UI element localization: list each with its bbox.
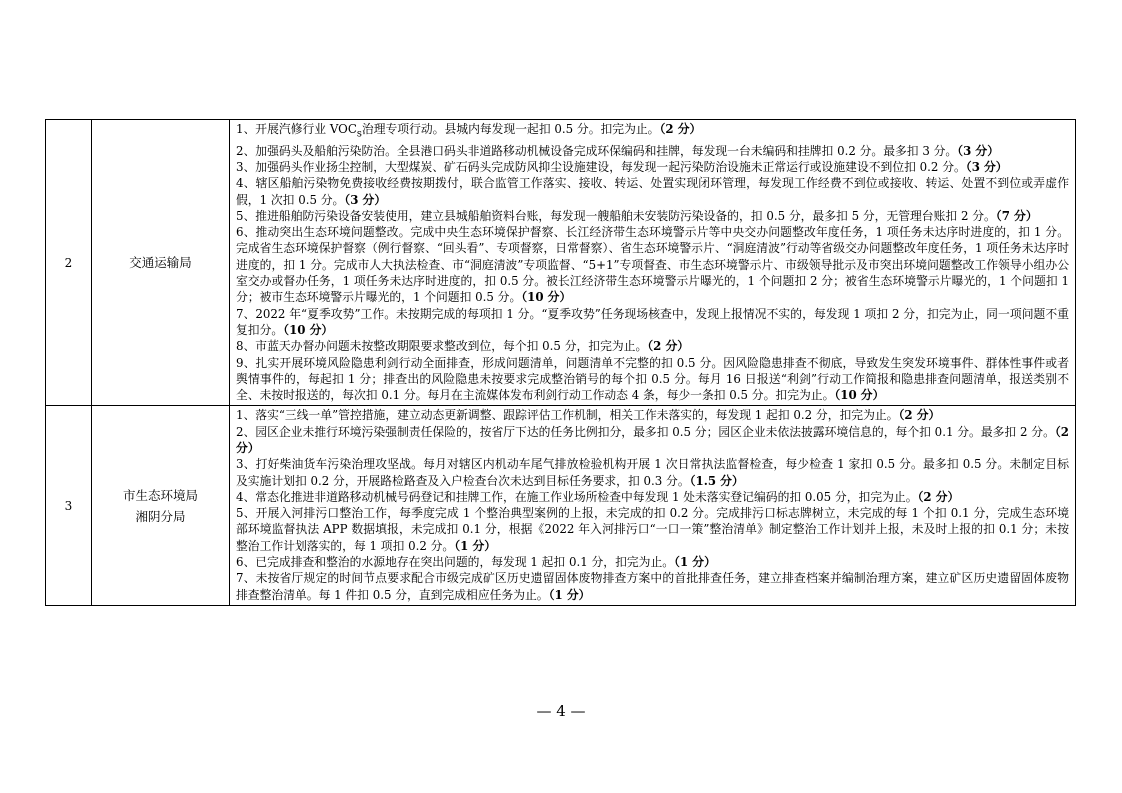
criteria-cell xyxy=(230,120,1076,406)
criteria-text: 7、2022 年“夏季攻势”工作。未按期完成的每项扣 1 分。“夏季攻势”任务现场核查中，发现上报情况不实的，每发现 1 项扣 2 分，扣完为止，同一项问题不重复扣分。 xyxy=(236,306,1069,337)
score-badge: （3 分） xyxy=(344,192,387,207)
criteria-text: 7、未按省厅规定的时间节点要求配合市级完成矿区历史遗留固体废物排查方案中的首批排查任务，建立排查档案并编制治理方案，建立矿区历史遗留固体废物排查整治清单。每 1 件扣 0.5 分，直到完成相应任务为止。 xyxy=(236,571,1069,602)
department-cell xyxy=(92,406,230,606)
criteria-text: 8、市蓝天办督办问题未按整改期限要求整改到位，每个扣 0.5 分，扣完为止。 xyxy=(236,339,648,354)
criteria-item xyxy=(236,338,1069,354)
department-name: 市生态环境局 xyxy=(122,487,198,503)
score-badge: （10 分） xyxy=(521,290,572,305)
criteria-text: 6、推动突出生态环境问题整改。完成中央生态环境保护督察、长江经济带生态环境警示片等中央交办问题整改年度任务，1 项任务未达序时进度的，扣 1 分。完成省生态环境保护督察（例行督察、“回头看”、专项督察，日常督察）、省生态环境警示片、“洞庭清波”行动等省级交办问题整改年度任务，1 项任务未达序时进度的，扣 1 分。完成市人大执法检查、市“洞庭清波”专项监督、“5+1”专项督查、市生态环境警示片、市级领导批示及市突出环境问题整改工作领导小组办公室交办或督办任务，1 项任务未达序时进度的，扣 0.5 分。被长江经济带生态环境警示片曝光的，1 个问题扣 2 分；被省生态环境警示片曝光的，1 个问题扣 1 分；被市生态环境警示片曝光的，1 个问题扣 0.5 分。 xyxy=(236,225,1069,305)
criteria-text: 9、扎实开展环境风险隐患利剑行动全面排查，形成问题清单，问题清单不完整的扣 0.5 分。因风险隐患排查不彻底，导致发生突发环境事件、群体性事件或者舆情事件的，每起扣 1 分；排查出的风险隐患未按要求完成整治销号的每个扣 0.5 分。每月 16 日报送“利剑”行动工作简报和隐患排查问题清单，报送类别不全、未按时报送的，每次扣 0.1 分。每月在主流媒体发布利剑行动工作动态 4 条，每少一条扣 0.5 分。扣完为止。 xyxy=(236,355,1069,403)
criteria-item xyxy=(236,456,1069,489)
criteria-item xyxy=(236,224,1069,305)
table-row xyxy=(46,406,1076,606)
criteria-item xyxy=(236,159,1069,175)
score-badge: （7 分） xyxy=(995,208,1038,223)
department-cell xyxy=(92,120,230,406)
score-badge: （1 分） xyxy=(454,538,497,553)
criteria-item xyxy=(236,208,1069,224)
criteria-item xyxy=(236,121,1069,143)
row-number: 3 xyxy=(46,406,92,606)
criteria-text: 1、开展汽修行业 $VOC_s$治理专项行动。县城内每发现一起扣 0.5 分。扣完为止。 xyxy=(236,122,660,140)
criteria-item xyxy=(236,554,1069,570)
criteria-text: 4、常态化推进非道路移动机械号码登记和挂牌工作，在施工作业场所检查中每发现 1 处未落实登记编码的扣 0.05 分，扣完为止。 xyxy=(236,489,918,504)
score-badge: （10 分） xyxy=(834,388,885,403)
criteria-item xyxy=(236,306,1069,339)
criteria-cell xyxy=(230,406,1076,606)
criteria-text: 2、园区企业未推行环境污染强制责任保险的，按省厅下达的任务比例扣分，最多扣 0.5 分；园区企业未依法披露环境信息的，每个扣 0.1 分。最多扣 2 分。 xyxy=(236,424,1055,439)
assessment-table xyxy=(45,119,1076,606)
criteria-text: 5、推进船舶防污染设备安装使用，建立县城船舶资料台账，每发现一艘船舶未安装防污染设备的，扣 0.5 分，最多扣 5 分，无管理台账扣 2 分。 xyxy=(236,208,996,223)
criteria-item xyxy=(236,505,1069,554)
score-badge: （3 分） xyxy=(957,143,1000,158)
score-badge: （1 分） xyxy=(674,555,716,570)
score-badge: （2 分） xyxy=(898,408,941,423)
department-name: 湘阴分局 xyxy=(135,508,186,524)
criteria-text: 1、落实“三线一单”管控措施，建立动态更新调整、跟踪评估工作机制，相关工作未落实的，每发现 1 起扣 0.2 分，扣完为止。 xyxy=(236,408,899,423)
score-badge: （2 分） xyxy=(917,489,960,504)
score-badge: （2 分） xyxy=(659,122,702,136)
department-name: 交通运输局 xyxy=(129,255,192,271)
criteria-item xyxy=(236,570,1069,603)
criteria-text: 5、开展入河排污口整治工作，每季度完成 1 个整治典型案例的上报，未完成的扣 0.2 分。完成排污口标志牌树立，未完成的每 1 个扣 0.1 分，完成生态环境部环境监督执法 APP 数据填报，未完成扣 0.1 分，根据《2022 年入河排污口“一口一策”整治清单》制定整治工作计划并上报，未及时上报的扣 0.1 分；未按整治工作计划落实的，每 1 项扣 0.2 分。 xyxy=(236,506,1069,553)
criteria-text: 4、辖区船舶污染物免费接收经费按期拨付，联合监管工作落实、接收、转运、处置实现闭环管理，每发现工作经费不到位或接收、转运、处置不到位或弄虚作假，1 次扣 0.5 分。 xyxy=(236,176,1069,207)
criteria-item xyxy=(236,175,1069,208)
criteria-item xyxy=(236,489,1069,505)
criteria-item xyxy=(236,424,1069,457)
score-badge: （1 分） xyxy=(548,587,591,602)
criteria-text: 6、已完成排查和整治的水源地存在突出问题的，每发现 1 起扣 0.1 分，扣完为止。 xyxy=(236,555,675,570)
score-badge: （10 分） xyxy=(283,322,334,337)
score-badge: （2 分） xyxy=(647,339,690,354)
criteria-item xyxy=(236,355,1069,404)
score-badge: （3 分） xyxy=(965,159,1008,174)
criteria-item xyxy=(236,143,1069,159)
table-row xyxy=(46,120,1076,406)
criteria-text: 2、加强码头及船舶污染防治。全县港口码头非道路移动机械设备完成环保编码和挂牌，每发现一台未编码和挂牌扣 0.2 分。最多扣 3 分。 xyxy=(236,143,958,158)
page-number: — 4 — xyxy=(536,702,586,720)
criteria-text: 3、加强码头作业扬尘控制，大型煤炭、矿石码头完成防风抑尘设施建设，每发现一起污染防治设施未正常运行或设施建设不到位扣 0.2 分。 xyxy=(236,159,966,174)
criteria-item xyxy=(236,407,1069,423)
score-badge: （2 分） xyxy=(236,424,1069,455)
score-badge: （1.5 分） xyxy=(689,473,744,488)
row-number: 2 xyxy=(46,120,92,406)
criteria-text: 3、打好柴油货车污染治理攻坚战。每月对辖区内机动车尾气排放检验机构开展 1 次日常执法监督检查，每少检查 1 家扣 0.5 分。最多扣 0.5 分。未制定目标及实施计划扣 0.2 分，开展路检路查及入户检查台次未达到目标任务要求，扣 0.3 分。 xyxy=(236,457,1069,488)
